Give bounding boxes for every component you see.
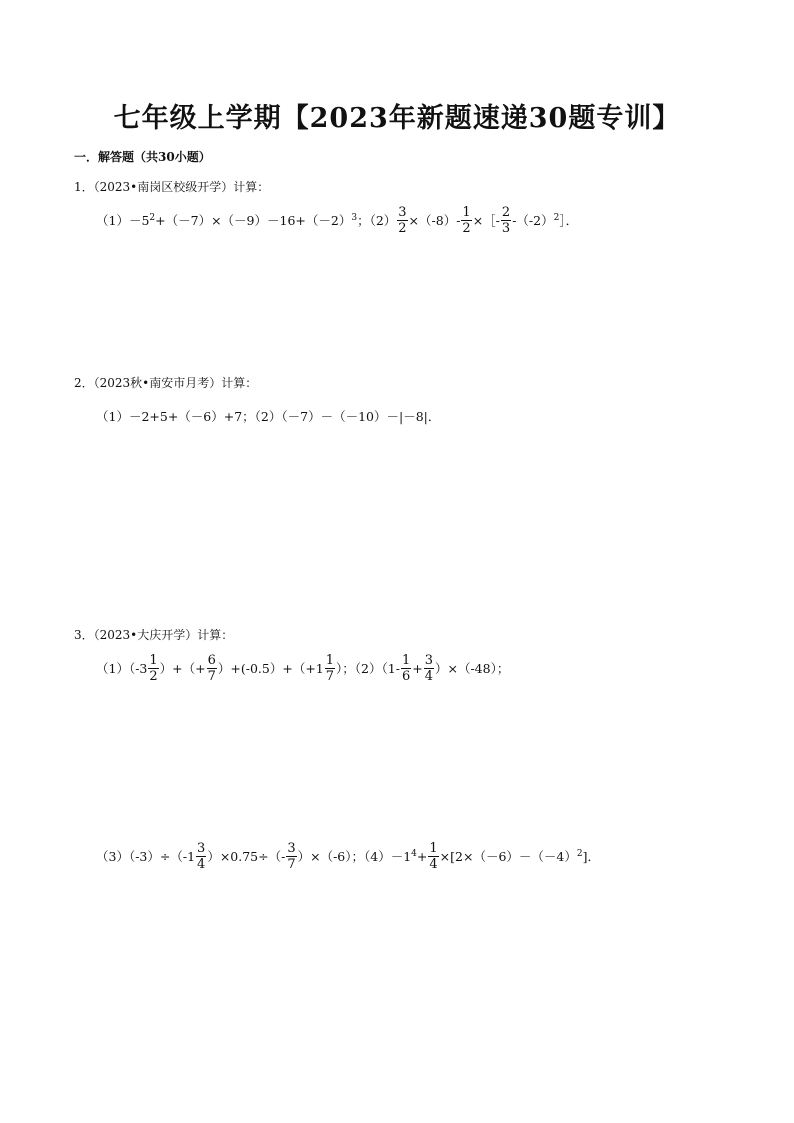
denominator: 7 — [207, 668, 216, 684]
denominator: 4 — [429, 856, 438, 872]
q3-text: ）×（-6）；（4）－1 — [297, 849, 412, 864]
numerator: 1 — [429, 840, 438, 856]
numerator: 3 — [197, 840, 206, 856]
question-1-header: 1．（2023•南岗区校级开学）计算： — [74, 180, 270, 194]
q3-text: ）×0.75÷（- — [207, 849, 286, 864]
page-title: 七年级上学期【2023年新题速递30题专训】 — [113, 103, 681, 134]
denominator: 3 — [501, 220, 511, 236]
q3-text: ）+（+ — [159, 661, 206, 676]
denominator: 6 — [401, 668, 411, 684]
q1-text: ×（-8）- — [408, 213, 461, 228]
fraction — [196, 842, 206, 871]
q1-text: -（-2） — [512, 213, 554, 228]
numerator: 1 — [401, 652, 411, 668]
q1-text: （1）－5 — [96, 213, 150, 228]
question-1-expression: （1）－5 $^2$ +（－7）×（－9）－16+（－2） $^3$ ；（2） $\frac{3}{2}$ ×（-8）- $\frac{1}{2}$ ×［- $\frac{2}{3}$ -（-2） $^2$ ］． — [96, 204, 579, 236]
denominator: 7 — [325, 668, 335, 684]
fraction — [461, 206, 471, 235]
question-2-header: 2．（2023秋•南安市月考）计算： — [74, 376, 258, 390]
fraction — [401, 654, 411, 683]
denominator: 2 — [398, 220, 407, 236]
fraction — [397, 206, 407, 235]
question-3-header: 3．（2023•大庆开学）计算： — [74, 628, 234, 642]
denominator: 7 — [287, 856, 296, 872]
numerator: 3 — [424, 652, 433, 668]
q1-text: +（－7）×（－9）－16+（－2） — [155, 213, 352, 228]
numerator: 1 — [149, 652, 158, 668]
numerator: 3 — [398, 204, 407, 220]
fraction — [428, 842, 438, 871]
q3-text: ]． — [582, 849, 600, 864]
q3-text: ）×（-48）； — [434, 661, 510, 676]
numerator: 3 — [287, 840, 296, 856]
denominator: 2 — [462, 220, 471, 236]
numerator: 2 — [501, 204, 511, 220]
denominator: 4 — [424, 668, 433, 684]
section-heading: 一．解答题（共30小题） — [74, 150, 211, 164]
q3-text: ）；（2）（1- — [336, 661, 400, 676]
q2-text: （1）－2+5+（－6）+7；（2）（－7）－（－10）－|－8|． — [96, 409, 441, 424]
denominator: 2 — [149, 668, 158, 684]
numerator: 1 — [462, 204, 471, 220]
fraction — [325, 654, 335, 683]
q1-text: ×［- — [472, 213, 500, 228]
fraction — [148, 654, 158, 683]
q3-text: + — [412, 660, 423, 676]
q3-text: （3）（-3）÷（-1 — [96, 849, 196, 864]
q3-text: ×[2×（－6）－（－4） — [439, 849, 577, 864]
question-3-expression-a — [96, 648, 509, 688]
q3-text: （1）（-3 — [96, 661, 148, 676]
fraction — [207, 654, 217, 683]
numerator: 1 — [325, 652, 335, 668]
fraction — [501, 206, 511, 235]
q3-text: ）+(-0.5）+（+1 — [217, 661, 324, 676]
fraction — [286, 842, 296, 871]
fraction — [424, 654, 434, 683]
question-2-expression — [96, 396, 440, 436]
q1-text: ］． — [559, 213, 579, 228]
question-3-expression-b: （3）（-3）÷（-1 $\frac{3}{4}$ ）×0.75÷（- $\frac{3}{7}$ ）×（-6）；（4）－1 $^4$ + $\frac{1}{4}$ ×[2×（－6）－（－4） $^2$ ]． — [96, 840, 600, 872]
denominator: 4 — [197, 856, 206, 872]
q1-text: ；（2） — [357, 213, 397, 228]
q3-text: + — [416, 848, 428, 864]
numerator: 6 — [207, 652, 216, 668]
